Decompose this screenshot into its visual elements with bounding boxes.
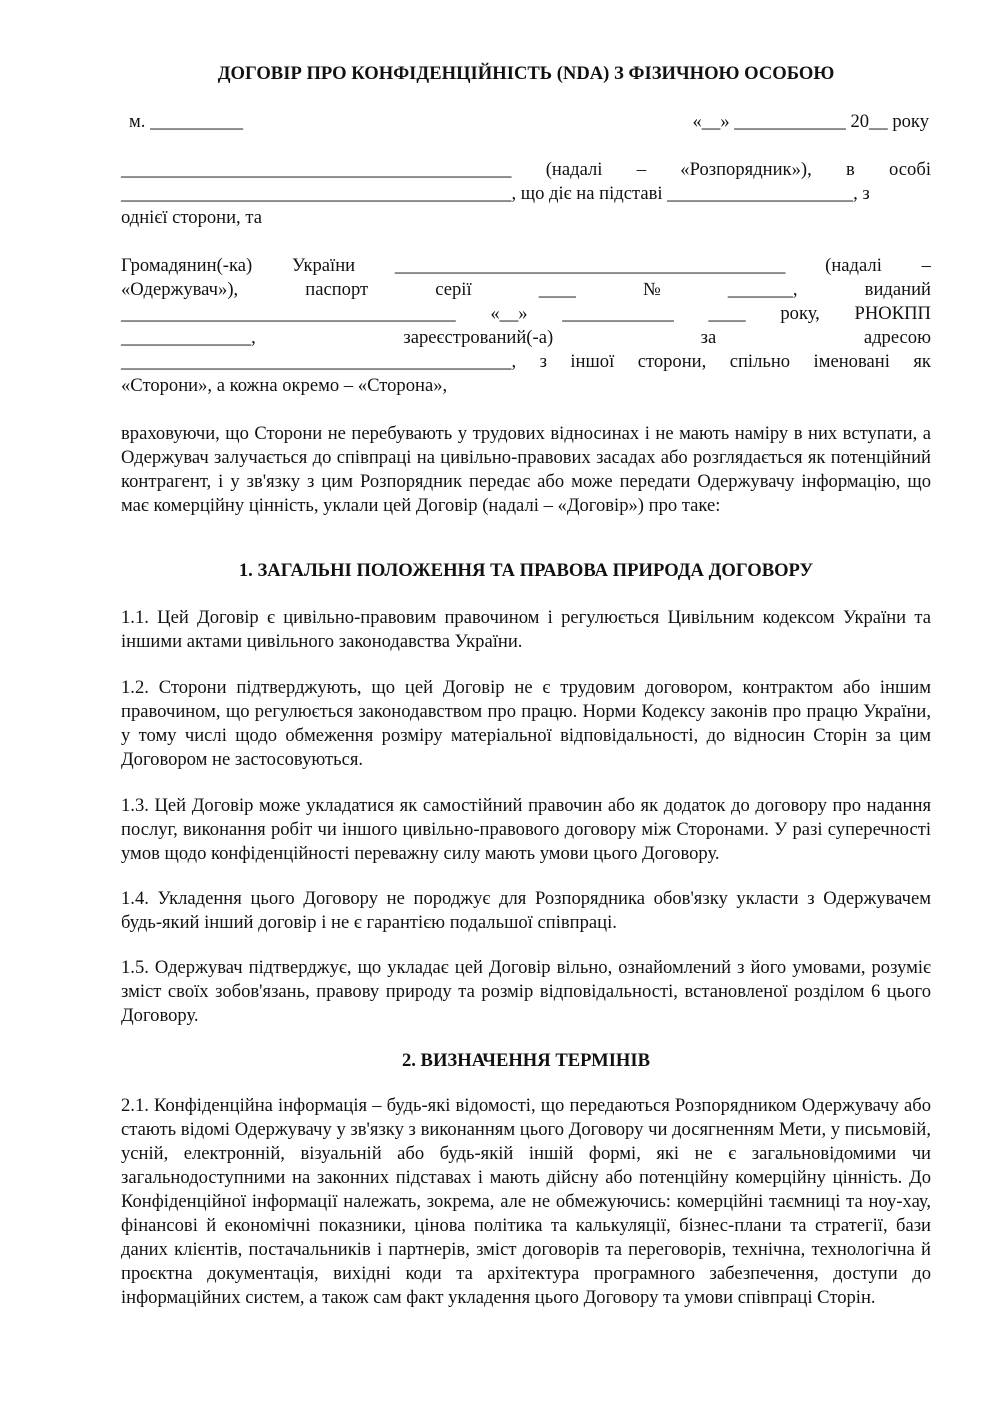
preamble-paragraph: враховуючи, що Сторони не перебувають у трудових відносинах і не мають наміру в них вступати, а Одержувач залучається до співпраці на цивільно-правових засадах або розглядається як потенційний контрагент, і у зв'язку з цим Розпорядник передає або може передати Одержувачу інформацію, що має комерційну цінність, уклали цей Договір (надалі – «Договір») про таке: bbox=[121, 423, 931, 516]
party1-line-1: __________________________________________ (надалі – «Розпорядник»), в особі bbox=[121, 159, 931, 180]
clause-1-3: 1.3. Цей Договір може укладатися як самостійний правочин або як додаток до договору про надання послуг, виконання робіт чи іншого цивільно-правового договору між Сторонами. У разі суперечності умов щодо конфіденційності переважну силу мають умови цього Договору. bbox=[121, 795, 931, 864]
party2-line-1: Громадянин(-ка) України __________________________________________ (надалі – bbox=[121, 255, 931, 276]
clause-1-4: 1.4. Укладення цього Договору не породжує для Розпорядника обов'язку укласти з Одержувачем будь-який інший договір і не є гарантією подальшої співпраці. bbox=[121, 888, 931, 933]
party1-line-2: __________________________________________, що діє на підставі ____________________, з bbox=[121, 183, 870, 204]
document-title: ДОГОВІР ПРО КОНФІДЕНЦІЙНІСТЬ (NDA) З ФІЗИЧНОЮ ОСОБОЮ bbox=[217, 63, 835, 84]
clause-1-2: 1.2. Сторони підтверджують, що цей Договір не є трудовим договором, контрактом або іншим правочином, що регулюється законодавством про працю. Норми Кодексу законів про працю України, у тому числі щодо обмеження розміру матеріальної відповідальності, до відносин Сторін за цим Договором не застосовуються. bbox=[121, 677, 931, 770]
party1-line-3: однієї сторони, та bbox=[121, 207, 262, 228]
clause-1-1: 1.1. Цей Договір є цивільно-правовим правочином і регулюється Цивільним кодексом України та іншими актами цивільного законодавства України. bbox=[121, 607, 931, 652]
section-1-heading: 1. ЗАГАЛЬНІ ПОЛОЖЕННЯ ТА ПРАВОВА ПРИРОДА ДОГОВОРУ bbox=[238, 560, 814, 581]
place-field: м. __________ bbox=[129, 111, 244, 132]
party2-line-2: «Одержувач»), паспорт серії ____ № _______, виданий bbox=[121, 279, 931, 300]
clause-1-5: 1.5. Одержувач підтверджує, що укладає цей Договір вільно, ознайомлений з його умовами, розуміє зміст своїх зобов'язань, правову природу та розмір відповідальності, встановленої розділом 6 цього Договору. bbox=[121, 957, 931, 1026]
clause-2-1: 2.1. Конфіденційна інформація – будь-які відомості, що передаються Розпорядником Одержувачу або стають відомі Одержувачу у зв'язку з виконанням цього Договору чи досягненням Мети, у письмовій, усній, електронній, візуальній або будь-якій іншій формі, які не є загальновідомими чи загальнодоступними на законних підставах і мають дійсну або потенційну комерційну цінність. До Конфіденційної інформації належать, зокрема, але не обмежуючись: комерційні таємниці та ноу-хау, фінансові й економічні показники, цінова політика та калькуляції, бізнес-плани та стратегії, бази даних клієнтів, постачальників і партнерів, зміст договорів та переговорів, технічна, технологічна й проєктна документація, вихідні коди та архітектура програмного забезпечення, доступи до інформаційних систем, а також сам факт укладення цього Договору та умови співпраці Сторін. bbox=[121, 1095, 931, 1308]
party2-line-4: ______________, зареєстрований(-а) за адресою bbox=[121, 327, 931, 348]
place-date-row bbox=[129, 110, 929, 134]
party2-line-5: __________________________________________, з іншої сторони, спільно іменовані як bbox=[121, 351, 931, 372]
party2-line-6: «Сторони», а кожна окремо – «Сторона», bbox=[121, 375, 448, 396]
section-2-heading: 2. ВИЗНАЧЕННЯ ТЕРМІНІВ bbox=[401, 1050, 651, 1071]
party2-line-3: ____________________________________ «__» ____________ ____ року, РНОКПП bbox=[121, 303, 931, 324]
date-field: «__» ____________ 20__ року bbox=[692, 111, 929, 132]
